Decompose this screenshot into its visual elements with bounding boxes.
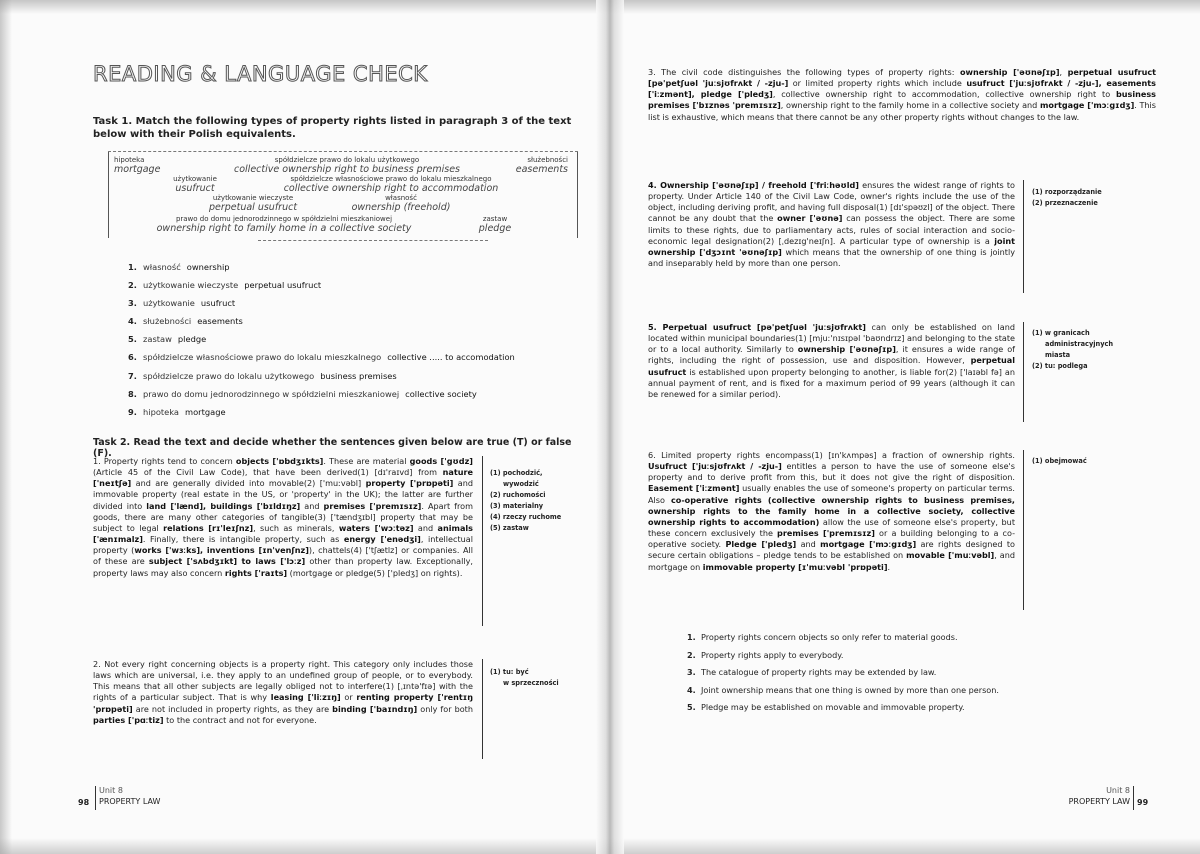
section-heading: READING & LANGUAGE CHECK [93,62,428,86]
gloss-rule [1023,450,1024,610]
diagram-term: spółdzielcze własnościowe prawo do lokalu mieszkalnego collective ownership right to accommodation [283,175,499,194]
footer-rule [95,786,96,810]
list-item: 7. spółdzielcze prawo do lokalu użytkowego business premises [128,370,397,381]
list-item: 8. prawo do domu jednorodzinnego w spółdzielni mieszkaniowej collective society [128,388,477,399]
page-number: 99 [1137,798,1149,807]
gloss-list: (1) w granicach administracyjnych miasta (2) tu: podlega [1032,329,1114,370]
diagram-term: użytkowanie usufruct [173,175,217,194]
list-item: 9. hipoteka mortgage [128,406,226,417]
task2-instruction: Task 2. Read the text and decide whether the sentences given below are true (T) or false (F). [93,437,572,459]
paragraph-3: 3. The civil code distinguishes the following types of property rights: ownership ['əʊnəʃɪp], perpetual usufruct [pə'petʃuəl 'juːsjʊfrʌkt / -zju-] or limited property rights which include usufruct ['juːsjʊfrʌkt / -zju-], easements ['iːzmənt], pledge ['pledʒ], collective ownership right to accommodation, collective ownership right to business premises ['bɪznəs 'premɪsɪz], ownership right to the family home in a collective society and mortgage ['mɔːgɪdʒ]. This list is exhaustive, which means that there cannot be any other property rights without changes to the law. [648,67,1157,122]
diagram-term: własność ownership (freehold) [351,194,451,213]
gloss-rule [482,456,483,626]
gloss-list: (1) obejmować [1032,457,1087,465]
page-number: 98 [78,798,90,807]
paragraph-4: 4. Ownership ['əʊnəʃɪp] / freehold ['friːhəʊld] ensures the widest range of rights to property. Under Article 140 of the Civil Law Code, owner's rights include the use of the object, including deriving profit, and having full disposal(1) [dɪ'spəʊzl] of the object. There cannot be any doubt that the owner ['əʊnə] can possess the object. There are some limits to these rights, due to parliamentary acts, rules of social interaction and socio-economic legal designation(2) [ˌdezɪg'neɪʃn]. A particular type of ownership is a joint ownership ['dʒɔɪnt 'əʊnəʃɪp] which means that the ownership of one thing is jointly and inseparably held by more than one person. [648,180,1015,269]
list-item: 2. użytkowanie wieczyste perpetual usufruct [128,280,322,291]
diagram-term: prawo do domu jednorodzinnego w spółdzielni mieszkaniowej ownership right to family home in a collective society [156,215,412,234]
footer-unit-title: Unit 8 PROPERTY LAW [99,786,161,806]
diagram-bottom-rule [258,240,488,241]
paragraph-1: 1. Property rights tend to concern objects ['ɒbdʒɪkts]. These are material goods ['gʊdz] (Article 45 of the Civil Law Code), that have been derived(1) [dɪ'raɪvd] from nature ['neɪtʃə] and are generally divided into movable(2) ['muːvəbl] property ['prɒpəti] and immovable property (real estate in the US, or 'property' in the UK); the latter are further divided into land ['lænd], buildings ['bɪldɪŋz] and premises ['premɪsɪz]. Apart from goods, there are many other categories of tangible(3) ['tændʒɪbl] property that may be subject to legal relations [rɪ'leɪʃnz], such as minerals, waters ['wɔːtəz] and animals ['ænɪmalz]. Finally, there is intangible property, such as energy ['enədʒi], intellectual property (works ['wɜːks], inventions [ɪn'venʃnz]), chattels(4) ['tʃætlz] or companies. All of these are subject ['sʌbdʒɪkt] to laws ['lɔːz] other than property law. Exceptionally, property laws may also concern rights ['raɪts] (mortgage or pledge(5) ['pledʒ] on rights). [93,456,474,578]
page-edge-shadow [0,0,12,854]
list-item: 3. The catalogue of property rights may be extended by law. [687,667,937,678]
diagram-right-rule [577,152,578,238]
diagram-term: zastaw pledge [478,215,512,234]
paragraph-6: 6. Limited property rights encompass(1) [ɪn'kʌmpəs] a fraction of ownership rights. Usufruct ['juːsjʊfrʌkt / -zju-] entitles a person to have the use of someone else's property and to derive profit from this, but it does not give the right of disposition. Easement ['iːzmənt] usually enables the use of someone's property on particular terms. Also co-operative rights (collective ownership rights to business premises, ownership rights to the family home in a collective society, collective ownership rights to accommodation) allow the use of someone else's property, but these concern exclusively the premises ['premɪsɪz] or a building belonging to a co-operative society. Pledge ['pledʒ] and mortgage ['mɔːgɪdʒ] are rights designed to secure certain obligations – pledge tends to be established on movable ['muːvəbl], and mortgage on immovable property [ɪ'muːvəbl 'prɒpəti]. [648,450,1016,572]
footer-unit-title: Unit 8 PROPERTY LAW [1068,786,1130,806]
paragraph-5: 5. Perpetual usufruct [pə'petʃuəl 'juːsjʊfrʌkt] can only be established on land located within municipal boundaries(1) [mjuː'nɪsɪpəl 'baʊndrɪz] and belonging to the state or to a local authority. Similarly to ownership ['əʊnəʃɪp], it ensures a wide range of rights, including the right of possession, use and disposition. However, perpetual usufruct is established upon property belonging to another, is liable for(2) ['laɪəbl fə] an annual payment of rent, and is fixed for a maximum period of 99 years (although it can be renewed for a similar period). [648,322,1016,399]
gloss-rule [1023,180,1024,293]
list-item: 6. spółdzielcze własnościowe prawo do lokalu mieszkalnego collective ..... to accomodation [128,352,515,363]
task1-answer-list [128,258,588,421]
list-item: 1. Property rights concern objects so only refer to material goods. [687,632,958,642]
rights-diagram [108,151,578,243]
diagram-left-rule [108,152,109,238]
list-item: 3. użytkowanie usufruct [128,298,236,309]
gloss-rule [1023,322,1024,422]
list-item: 1. własność ownership [128,262,230,272]
true-false-sentences [687,629,1047,717]
task1-instruction: Task 1. Match the following types of property rights listed in paragraph 3 of the text below with their Polish equivalents. [93,116,572,140]
footer-rule [1133,786,1134,810]
gloss-rule [482,659,483,759]
diagram-term: hipoteka mortgage [114,156,161,175]
gloss-list: (1) rozporządzanie (2) przeznaczenie [1032,188,1102,207]
diagram-term: służebności easements [515,156,568,175]
gloss-list: (1) tu: być w sprzeczności [490,668,559,687]
list-item: 4. służebności easements [128,316,243,327]
diagram-term: użytkowanie wieczyste perpetual usufruct [208,194,298,213]
list-item: 4. Joint ownership means that one thing is owned by more than one person. [687,684,999,695]
paragraph-2: 2. Not every right concerning objects is a property right. This category only includes those laws which are universal, i.e. they apply to an undefined group of people, or to everybody. This means that all other subjects are legally obliged not to interfere(1) [ˌɪntə'fɪə] with the rights of a particular subject. That is why leasing ['liːzɪŋ] or renting property ['rentɪŋ 'prɒpəti] are not included in property rights, as they are binding ['baɪndɪŋ] only for both parties ['pɑːtiz] to the contract and not for everyone. [93,659,473,725]
gloss-list: (1) pochodzić, wywodzić (2) ruchomości (3) materialny (4) rzeczy ruchome (5) zastaw [490,469,562,532]
list-item: 5. zastaw pledge [128,334,207,345]
diagram-term: spółdzielcze prawo do lokalu użytkowego collective ownership right to business premises [234,156,460,175]
book-gutter [596,0,624,854]
list-item: 5. Pledge may be established on movable and immovable property. [687,702,965,713]
list-item: 2. Property rights apply to everybody. [687,649,844,660]
